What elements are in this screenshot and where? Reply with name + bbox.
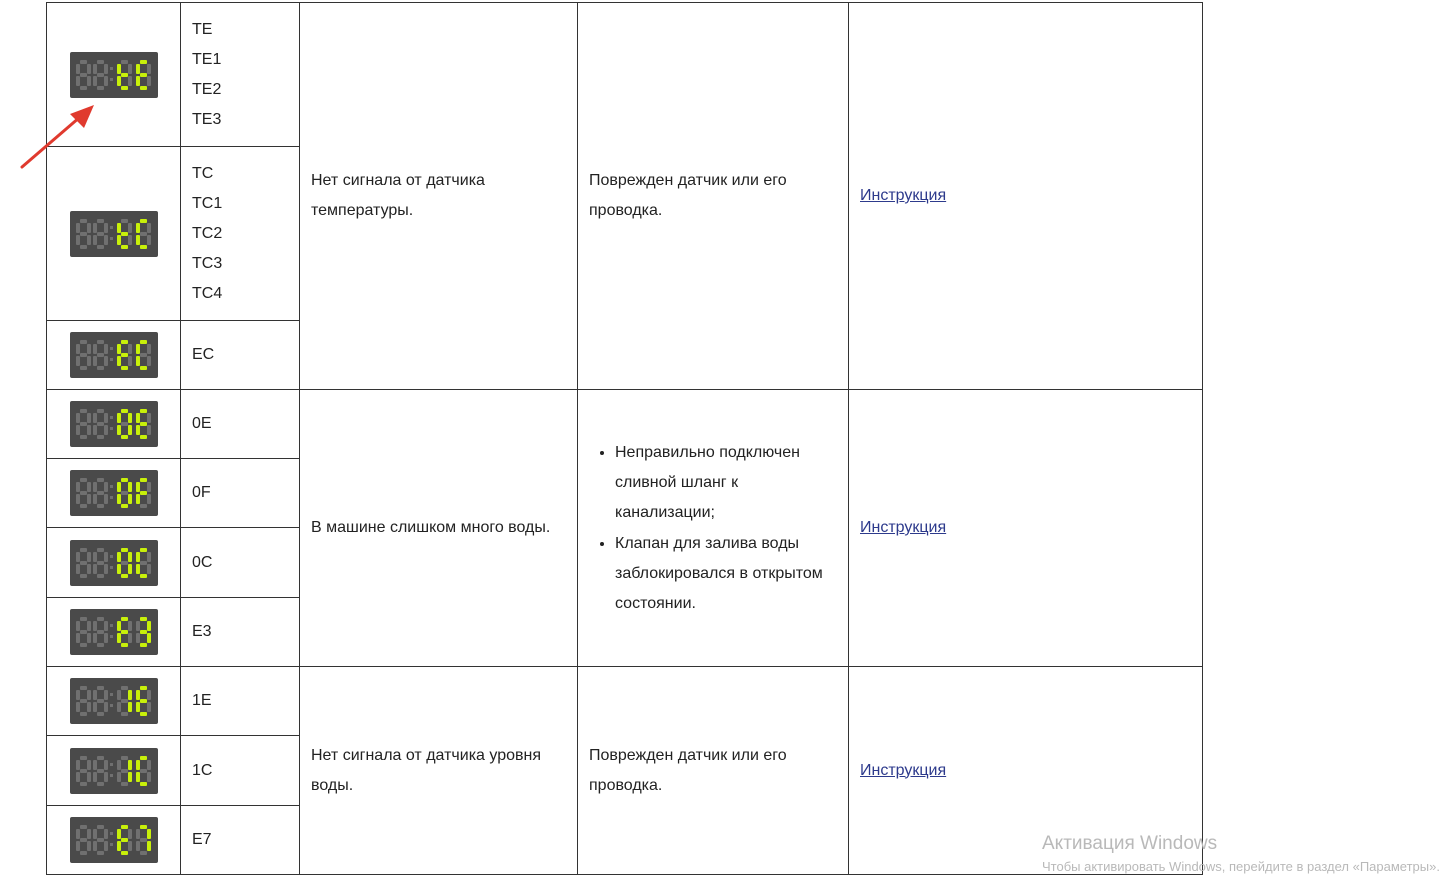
display-1e-icon — [70, 678, 158, 724]
display-cell — [47, 736, 181, 806]
instruction-link[interactable]: Инструкция — [860, 187, 947, 204]
code-cell — [181, 528, 300, 598]
description-cell: Нет сигнала от датчика уровня воды. — [300, 667, 578, 875]
table-row — [47, 667, 1203, 736]
instruction-link[interactable]: Инструкция — [860, 519, 947, 536]
table-row — [47, 390, 1203, 459]
cause-cell — [578, 390, 849, 667]
code-cell — [181, 459, 300, 528]
error-code: 1C — [192, 761, 213, 779]
display-cell — [47, 3, 181, 147]
display-0f-icon — [70, 470, 158, 516]
code-cell — [181, 3, 300, 147]
windows-activation-watermark — [1042, 833, 1440, 874]
error-code: TE2 — [192, 80, 222, 98]
error-code: 1E — [192, 692, 212, 709]
error-code: TC1 — [192, 194, 223, 212]
display-cell — [47, 598, 181, 667]
display-0e-icon — [70, 401, 158, 447]
error-code: TC4 — [192, 284, 223, 302]
code-cell — [181, 147, 300, 321]
error-code: 0E — [192, 415, 212, 432]
display-0c-icon — [70, 540, 158, 586]
error-code: E3 — [192, 623, 212, 640]
cause-cell: Поврежден датчик или его проводка. — [578, 667, 849, 875]
code-cell — [181, 598, 300, 667]
watermark-title: Активация Windows — [1042, 833, 1218, 854]
instruction-cell — [849, 3, 1203, 390]
description-cell: Нет сигнала от датчика температуры. — [300, 3, 578, 390]
instruction-link[interactable]: Инструкция — [860, 761, 947, 779]
display-e7-icon — [70, 817, 158, 863]
error-code: TE3 — [192, 110, 222, 128]
error-code: TC3 — [192, 254, 223, 272]
table-row — [47, 3, 1203, 147]
error-code: E7 — [192, 831, 212, 848]
cause-list — [589, 437, 837, 619]
code-cell — [181, 736, 300, 806]
display-1c-icon — [70, 748, 158, 794]
code-cell — [181, 667, 300, 736]
error-code: TE — [192, 20, 213, 38]
cause-cell: Поврежден датчик или его проводка. — [578, 3, 849, 390]
code-cell — [181, 321, 300, 390]
display-cell — [47, 390, 181, 459]
cause-item: • Клапан для залива воды заблокировался в открытом состоянии. — [615, 528, 837, 619]
error-code: 0C — [192, 553, 213, 571]
display-cell — [47, 321, 181, 390]
error-code: TC — [192, 164, 214, 182]
display-te-icon — [70, 52, 158, 98]
display-cell — [47, 459, 181, 528]
code-cell — [181, 390, 300, 459]
error-code: 0F — [192, 484, 211, 501]
error-code: TE1 — [192, 50, 222, 68]
description-cell: В машине слишком много воды. — [300, 390, 578, 667]
error-codes-table — [46, 2, 1203, 875]
display-cell — [47, 528, 181, 598]
display-tc-icon — [70, 211, 158, 257]
code-cell — [181, 806, 300, 875]
cause-item: • Неправильно подключен сливной шланг к канализации; — [615, 437, 837, 528]
display-cell — [47, 806, 181, 875]
display-ec-icon — [70, 332, 158, 378]
display-e3-icon — [70, 609, 158, 655]
display-cell — [47, 147, 181, 321]
display-cell — [47, 667, 181, 736]
error-code: EC — [192, 346, 215, 363]
watermark-subtitle: Чтобы активировать Windows, перейдите в раздел «Параметры». — [1042, 859, 1440, 874]
error-code: TC2 — [192, 224, 223, 242]
instruction-cell — [849, 390, 1203, 667]
